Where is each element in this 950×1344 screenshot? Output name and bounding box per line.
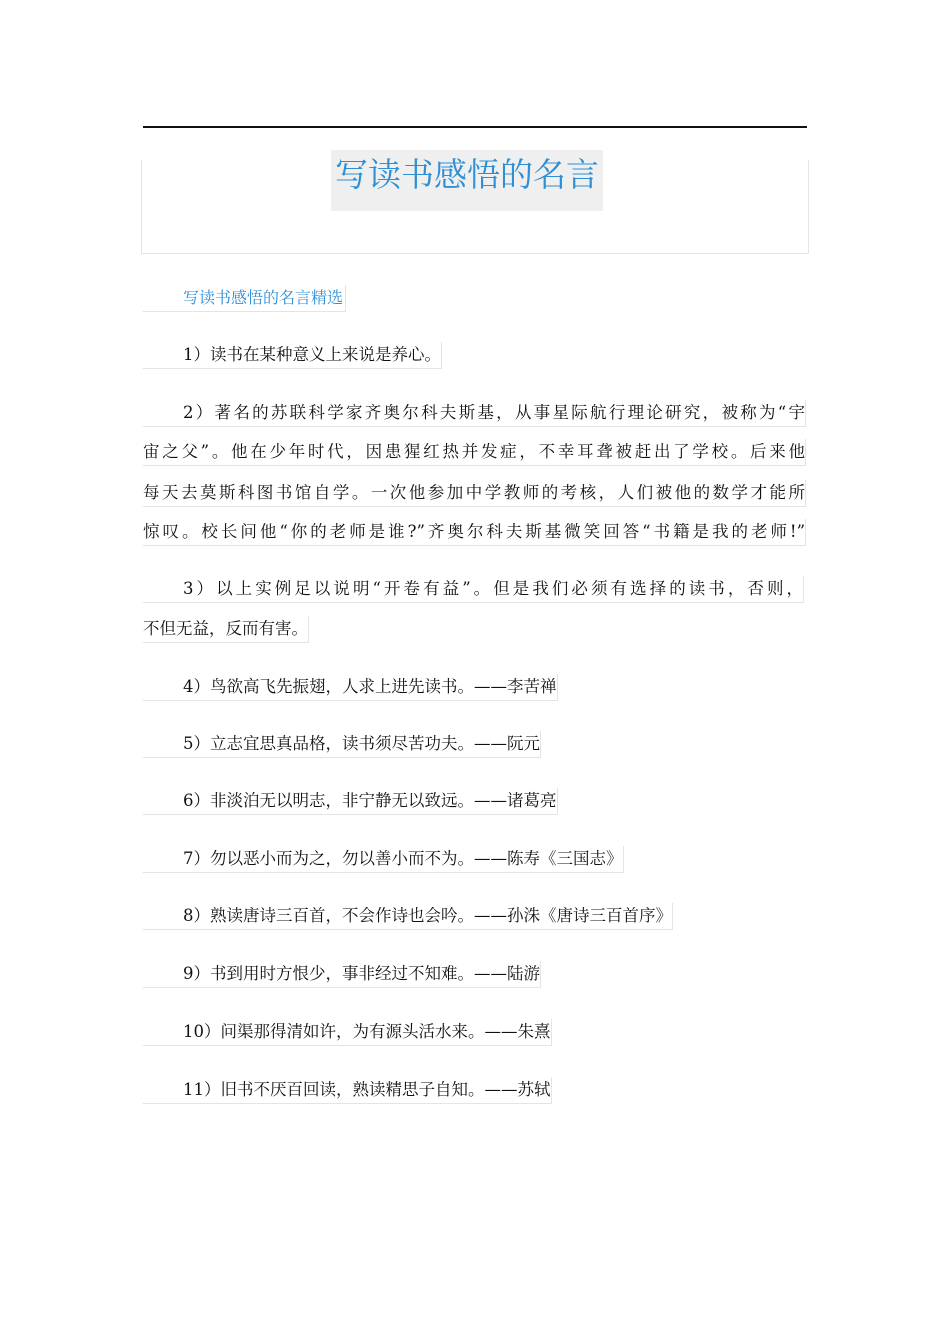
quote-11-line-1: 11）旧书不厌百回读，熟读精思子自知。——苏轼 — [143, 1077, 552, 1104]
quote-4-line-1: 4）鸟欲高飞先振翅，人求上进先读书。——李苦禅 — [143, 674, 558, 701]
quote-2-line-1: 2）著名的苏联科学家齐奥尔科夫斯基，从事星际航行理论研究，被称为“宇 — [143, 400, 806, 427]
quote-2-line-2: 宙之父”。他在少年时代，因患猩红热并发症，不幸耳聋被赶出了学校。后来他 — [143, 439, 806, 466]
quote-7-line-1: 7）勿以恶小而为之，勿以善小而不为。——陈寿《三国志》 — [143, 846, 624, 873]
quote-2-line-3: 每天去莫斯科图书馆自学。一次他参加中学教师的考核，人们被他的数学才能所 — [143, 480, 806, 507]
quote-3-line-2: 不但无益，反而有害。 — [143, 616, 309, 643]
quote-8-line-1: 8）熟读唐诗三百首，不会作诗也会吟。——孙洙《唐诗三百首序》 — [143, 903, 673, 930]
quote-3-line-1: 3）以上实例足以说明“开卷有益”。但是我们必须有选择的读书，否则， — [143, 576, 804, 603]
top-rule — [143, 126, 807, 128]
section-heading: 写读书感悟的名言精选 — [143, 285, 346, 312]
quote-1-line-1: 1）读书在某种意义上来说是养心。 — [143, 342, 442, 369]
quote-5-line-1: 5）立志宜思真品格，读书须尽苦功夫。——阮元 — [143, 731, 541, 758]
quote-2-line-4: 惊叹。校长问他“你的老师是谁?”齐奥尔科夫斯基微笑回答“书籍是我的老师!” — [143, 519, 806, 546]
quote-6-line-1: 6）非淡泊无以明志，非宁静无以致远。——诸葛亮 — [143, 788, 558, 815]
quote-9-line-1: 9）书到用时方恨少，事非经过不知难。——陆游 — [143, 961, 541, 988]
page-title: 写读书感悟的名言 — [331, 150, 603, 211]
quote-10-line-1: 10）问渠那得清如许，为有源头活水来。——朱熹 — [143, 1019, 552, 1046]
